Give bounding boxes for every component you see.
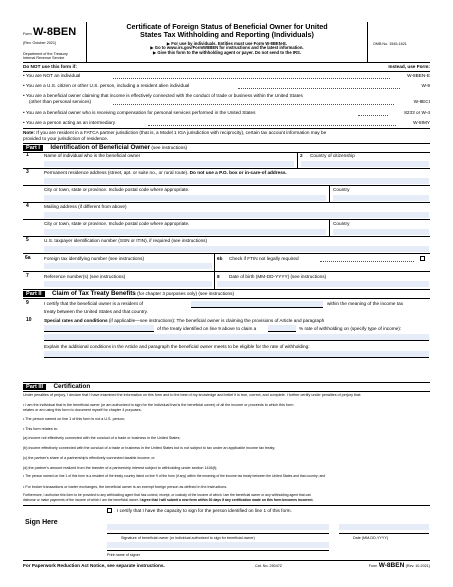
authorization-text-b: disburse or make payments of the income of which I am the beneficial owner. [23, 498, 140, 502]
form-id-block [23, 22, 85, 60]
city-field[interactable] [44, 195, 326, 201]
reference-number-field[interactable] [44, 281, 212, 287]
citizenship-field[interactable] [301, 161, 429, 167]
print-name-label: Print name of signer [107, 553, 140, 557]
cert-bullet: • This form relates to: [23, 427, 58, 431]
do-not-use-item: • You are a person acting as an intermediary [23, 120, 116, 125]
instead-form: 8233 or W-4 [404, 110, 430, 115]
capacity-checkbox[interactable] [107, 508, 112, 513]
country-label: Country [333, 187, 350, 192]
do-not-use-item: • You are a beneficial owner claiming that income is effectively connected with the conduct of trade or business within the United States [23, 93, 303, 98]
do-not-use-heading: Do NOT use this form if: [23, 64, 77, 69]
authorization-text-cont [23, 499, 430, 503]
instead-form: W-8IMY [413, 120, 430, 125]
part-2-title-suffix: (for chapter 3 purposes only) (see instructions) [135, 291, 235, 296]
title-bullet-1: ▶ For use by individuals. Entities must use Form W-8BEN-E. [166, 40, 288, 46]
part-3-label: Part III [23, 384, 46, 390]
part-1-title: Identification of Beneficial Owner [50, 144, 151, 151]
footer-form-name: W-8BEN [378, 562, 405, 569]
cert-bullet: • The person named on line 1 of this form is a resident of the treaty country listed on line 9 of the form (if any) within the meaning of the income tax treaty between the United States and that country; and [23, 474, 326, 478]
line-3-number: 3 [26, 169, 29, 175]
line-3-text: Permanent residence address (street, apt. or suite no., or rural route). [44, 170, 190, 175]
name-field[interactable] [44, 161, 294, 167]
do-not-use-item-cont: (other than personal services) [29, 99, 92, 104]
line-6a-number: 6a [25, 255, 31, 261]
revision-date: (Rev. October 2021) [23, 41, 57, 45]
authorization-text: Furthermore, I authorize this form to be provided to any withholding agent that has control, receipt, or custody of the income of which I am the beneficial owner or any withholding agent that can [23, 493, 311, 497]
omb-number: OMB No. 1545-1621 [373, 42, 407, 46]
dept-line-1: Department of the Treasury [23, 52, 68, 56]
cert-bullet: (d) the partner's amount realized from the transfer of a partnership interest subject to withholding under section 1446(f); [23, 466, 218, 470]
line-10-text-c: % rate of withholding on (specify type of income): [299, 326, 402, 331]
perjury-statement: Under penalties of perjury, I declare that I have examined the information on this form and to the best of my knowledge and belief it is true, correct, and complete. I further certify under penalties of perjury that: [23, 393, 362, 397]
cert-bullet: • The person named on line 1 of this form is not a U.S. person; [23, 417, 125, 421]
form-prefix: Form [23, 32, 32, 36]
line-9-text-c: treaty between the United States and that country. [44, 309, 148, 314]
mailing-city-label: City or town, state or province. Include postal code where appropriate. [44, 221, 190, 226]
ssn-itin-field[interactable] [44, 246, 429, 252]
line-2-number: 2 [300, 153, 303, 158]
line-10-text-d: Explain the additional conditions in the Article and paragraph the beneficial owner meets to be eligible for the rate of withholding: [44, 344, 310, 349]
do-not-use-item: • You are a beneficial owner who is receiving compensation for personal services performed in the United States [23, 110, 256, 115]
line-1-label: Name of individual who is the beneficial owner [44, 153, 141, 158]
line-8-number: 8 [217, 274, 220, 279]
line-7-label: Reference number(s) (see instructions) [44, 274, 126, 279]
cert-bullet: (a) income not effectively connected with the conduct of a trade or business in the United States; [23, 436, 181, 440]
permanent-address-field[interactable] [44, 178, 429, 184]
line-6a-label: Foreign tax identifying number (see instructions) [44, 256, 145, 261]
cert-bullet: • I am the individual that is the beneficial owner (or am authorized to sign for the individual that is the beneficial owner) of all the income or proceeds to which this form [23, 403, 294, 407]
line-5-number: 5 [26, 237, 29, 243]
ftin-field[interactable] [44, 263, 212, 269]
form-title-block [87, 22, 367, 62]
part-1-title-suffix: (see instructions) [150, 145, 188, 150]
line-2-label: Country of citizenship [310, 153, 355, 158]
title-line-1: Certificate of Foreign Status of Beneficial Owner for United [126, 22, 328, 31]
line-4-number: 4 [26, 203, 29, 209]
city-label: City or town, state or province. Include postal code where appropriate. [44, 187, 190, 192]
dept-line-2: Internal Revenue Service [23, 56, 65, 60]
line-6b-number: 6b [217, 256, 223, 261]
line-10-text [44, 318, 324, 323]
cert-bullet: • For broker transactions or barter exchanges, the beneficial owner is an exempt foreign person as defined in the instructions. [23, 485, 228, 489]
cert-bullet: (b) income effectively connected with the conduct of a trade or business in the United States but is not subject to tax under an applicable income tax treaty; [23, 446, 276, 450]
form-name: W-8BEN [33, 26, 77, 38]
instead-form: W-8ECI [413, 99, 430, 104]
line-4-label: Mailing address (if different from above) [44, 204, 127, 209]
form-page [23, 22, 430, 580]
footer-form-id [369, 562, 430, 570]
ftin-not-required-checkbox[interactable] [420, 256, 425, 261]
line-6b-label: Check if FTIN not legally required [229, 256, 299, 261]
cert-bullet: relates or am using this form to document myself for chapter 4 purposes; [23, 408, 142, 412]
instead-form: W-8BEN-E [407, 73, 430, 78]
mailing-country-field[interactable] [333, 229, 429, 235]
title-bullet-2: ▶ Go to www.irs.gov/FormW8BEN for instructions and the latest information. [150, 45, 304, 51]
line-7-number: 7 [26, 273, 29, 279]
do-not-use-item: • You are a U.S. citizen or other U.S. person, including a resident alien individual [23, 83, 190, 88]
signature-label: Signature of beneficial owner (or individual authorized to sign for beneficial owner) [121, 536, 255, 540]
part-1-header [23, 144, 430, 152]
print-name-field[interactable] [107, 542, 329, 548]
catalog-number: Cat. No. 25047Z [255, 564, 283, 568]
note-label: Note: [23, 130, 35, 135]
line-10-text-a: (if applicable—see instructions): The beneficial owner is claiming the provisions of Article and paragraph [107, 318, 325, 323]
footer-revision: (Rev. 10-2021) [405, 564, 430, 568]
do-not-use-item: • You are NOT an individual [23, 73, 81, 78]
line-9-text-b: within the meaning of the income tax [327, 301, 404, 306]
paperwork-notice: For Paperwork Reduction Act Notice, see separate instructions. [23, 563, 165, 568]
line-3-label [44, 170, 287, 175]
fatca-note-cont: provided to your jurisdiction of residence. [23, 136, 109, 141]
signature-field[interactable] [107, 524, 329, 530]
cert-bullet: (c) the partner's share of a partnership's effectively connected taxable income; or [23, 456, 155, 460]
sign-here-label: Sign Here [25, 519, 58, 526]
line-10-number: 10 [26, 317, 32, 323]
line-9-number: 9 [26, 300, 29, 306]
authorization-bold: I agree that I will submit a new form within 30 days if any certification made on this form becomes incorrect. [139, 498, 314, 502]
date-label: Date (MM-DD-YYYY) [353, 536, 389, 540]
mailing-address-field[interactable] [44, 212, 429, 218]
title-line-2: States Tax Withholding and Reporting (Individuals) [140, 30, 314, 40]
part-2-title: Claim of Tax Treaty Benefits [51, 290, 136, 297]
line-1-number: 1 [26, 152, 29, 158]
mailing-city-field[interactable] [44, 229, 326, 235]
part-3-title: Certification [53, 383, 91, 390]
country-field[interactable] [333, 195, 429, 201]
instead-form: W-9 [421, 83, 430, 88]
line-3-bold: Do not use a P.O. box or in-care-of address. [189, 170, 287, 175]
line-5-label: U.S. taxpayer identification number (SSN or ITIN), if required (see instructions) [44, 238, 208, 243]
part-1-label: Part I [23, 145, 43, 151]
fatca-note [23, 130, 430, 135]
line-10-text-b: of the treaty identified on line 9 above to claim a [157, 326, 257, 331]
footer-form-prefix: Form [368, 564, 378, 568]
line-8-label: Date of birth (MM-DD-YYYY) (see instructions) [229, 274, 327, 279]
line-10-bold: Special rates and conditions [44, 318, 108, 323]
signature-date-field[interactable] [339, 524, 429, 530]
capacity-label: I certify that I have the capacity to sign for the person identified on line 1 of this form. [117, 508, 292, 513]
date-of-birth-field[interactable] [217, 281, 429, 287]
part-2-header [23, 290, 430, 298]
title-bullet-3: ▶ Give this form to the withholding agent or payer. Do not send to the IRS. [153, 50, 301, 56]
part-3-header [23, 383, 430, 391]
instead-heading: Instead, use Form: [388, 64, 430, 69]
mailing-country-label: Country [333, 221, 350, 226]
line-9-text: I certify that the beneficial owner is a resident of [44, 301, 144, 306]
part-2-label: Part II [23, 291, 45, 297]
note-text: If you are resident in a FATCA partner jurisdiction (that is, a Model 1 IGA jurisdiction with reciprocity), certain tax account information may be [34, 130, 327, 135]
